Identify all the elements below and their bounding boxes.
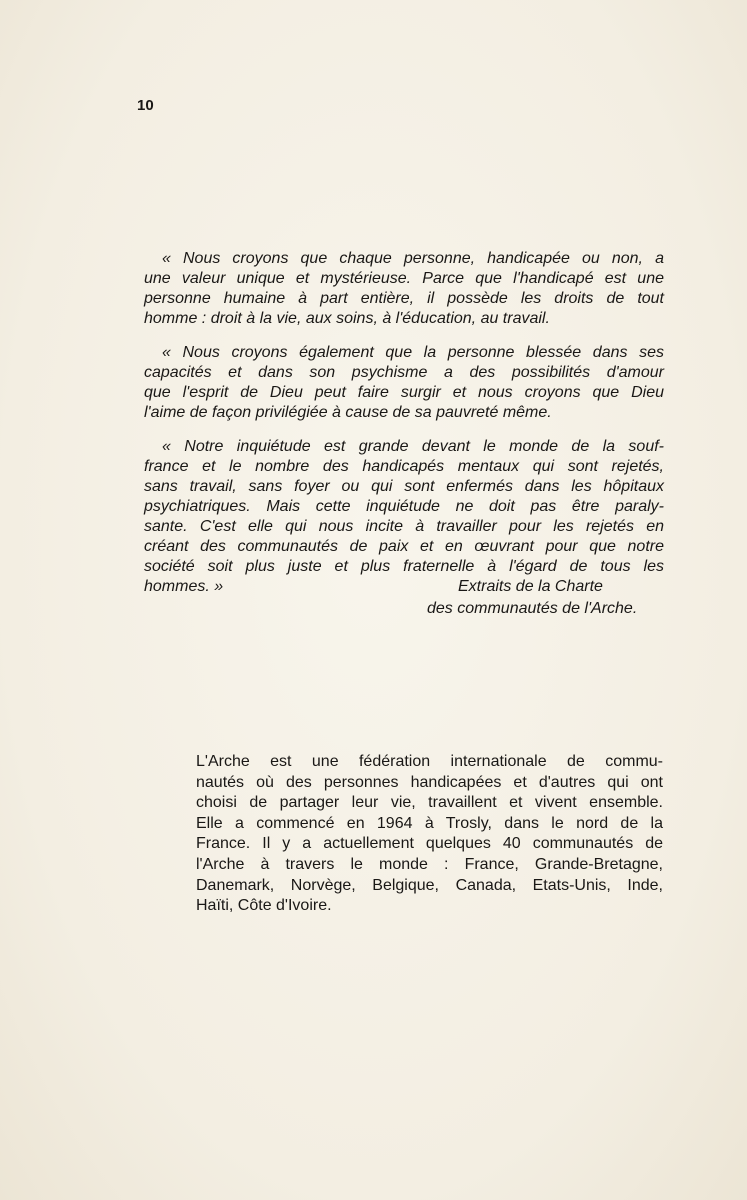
arche-description <box>196 752 663 917</box>
quote-paragraph-1 <box>144 249 664 329</box>
text-line: choisi de partager leur vie, travaillent et vivent ensemble. <box>196 794 663 812</box>
text-line: hommes. » <box>144 578 224 595</box>
text-line: personne humaine à part entière, il possède les droits de tout <box>144 290 664 307</box>
attribution-line-1: Extraits de la Charte <box>458 578 603 595</box>
charter-quotes <box>144 249 664 611</box>
text-line: L'Arche est une fédération internationale de commu- <box>196 753 663 770</box>
text-line: homme : droit à la vie, aux soins, à l'éducation, au travail. <box>144 310 550 327</box>
text-line: « Notre inquiétude est grande devant le monde de la souf- <box>162 438 664 455</box>
text-line: l'Arche à travers le monde : France, Grande-Bretagne, <box>196 855 663 873</box>
text-line: capacités et dans son psychisme a des possibilités d'amour <box>144 364 664 381</box>
text-line: Haïti, Côte d'Ivoire. <box>196 897 332 915</box>
text-line: France. Il y a actuellement quelques 40 communautés de <box>196 835 663 853</box>
quote-attribution <box>410 576 670 620</box>
text-line: Elle a commencé en 1964 à Trosly, dans le nord de la <box>196 814 663 832</box>
text-line: que l'esprit de Dieu peut faire surgir et nous croyons que Dieu <box>144 384 664 401</box>
text-line: france et le nombre des handicapés mentaux qui sont rejetés, <box>144 458 664 475</box>
text-line: l'aime de façon privilégiée à cause de sa pauvreté même. <box>144 404 552 421</box>
text-line: sante. C'est elle qui nous incite à travailler pour les rejetés en <box>144 518 664 535</box>
text-line: société soit plus juste et plus fraternelle à l'égard de tous les <box>144 558 664 575</box>
text-line: « Nous croyons que chaque personne, handicapée ou non, a <box>162 250 664 267</box>
text-line: Danemark, Norvège, Belgique, Canada, Etats-Unis, Inde, <box>196 876 663 894</box>
text-line: « Nous croyons également que la personne blessée dans ses <box>162 344 664 361</box>
text-line: créant des communautés de paix et en œuvrant pour que notre <box>144 538 664 555</box>
text-line: nautés où des personnes handicapées et d'autres qui ont <box>196 773 663 791</box>
quote-paragraph-3 <box>144 437 664 597</box>
page-number: 10 <box>137 97 154 114</box>
text-line: sans travail, sans foyer ou qui sont enfermés dans les hôpitaux <box>144 478 664 495</box>
text-line: psychiatriques. Mais cette inquiétude ne doit pas être paraly- <box>144 498 664 515</box>
text-line: une valeur unique et mystérieuse. Parce que l'handicapé est une <box>144 270 664 287</box>
attribution-line-2: des communautés de l'Arche. <box>427 600 638 617</box>
quote-paragraph-2 <box>144 343 664 423</box>
